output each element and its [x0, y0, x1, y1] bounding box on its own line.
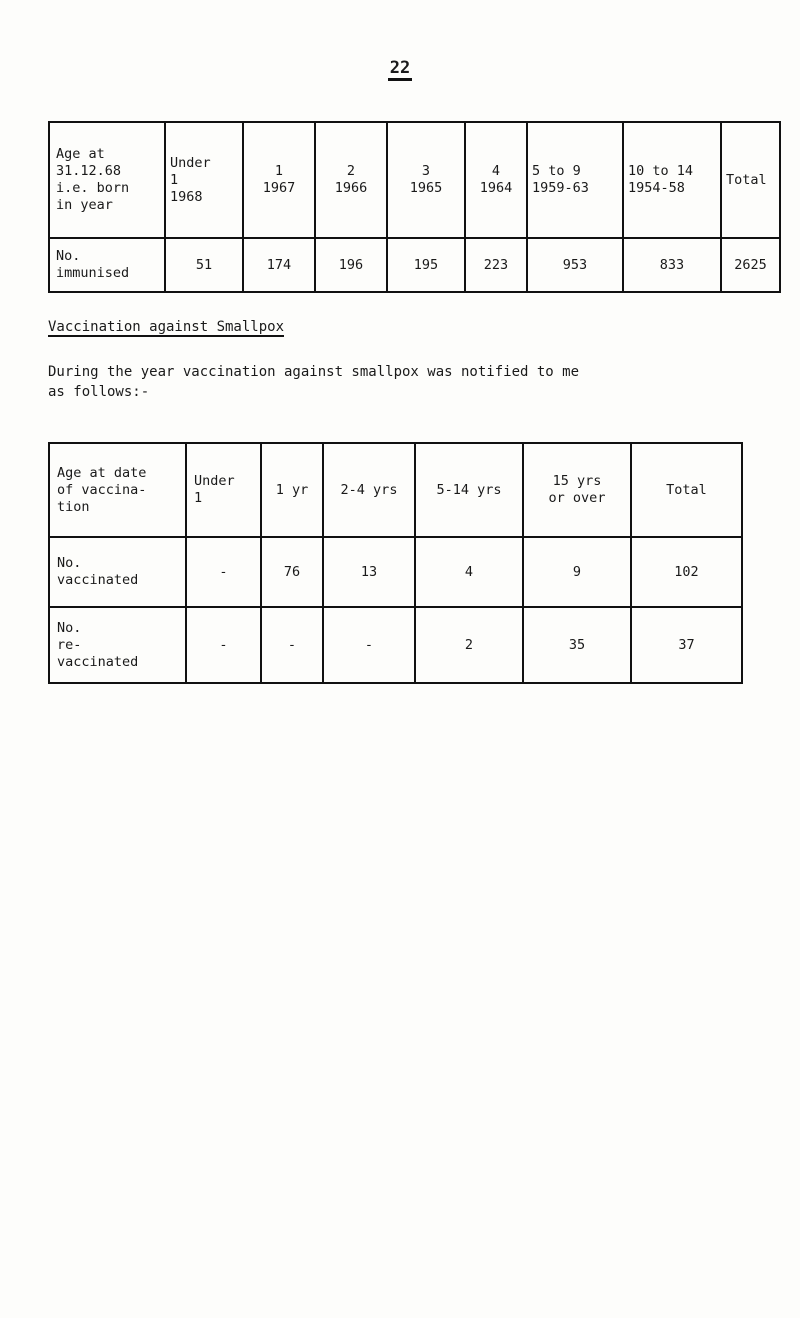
table-header-row: [49, 122, 780, 238]
page-number: 22: [0, 58, 800, 78]
table-row: [49, 537, 742, 607]
column-header: 10 to 14 1954-58: [623, 122, 721, 238]
table-cell: 2: [415, 607, 523, 683]
table-cell: 76: [261, 537, 323, 607]
row-label: No. immunised: [49, 238, 165, 292]
table-cell: 195: [387, 238, 465, 292]
column-header: Total: [631, 443, 742, 537]
table-cell: 2625: [721, 238, 780, 292]
table-cell: -: [323, 607, 415, 683]
age-header-cell: Age at 31.12.68 i.e. born in year: [49, 122, 165, 238]
table-cell: 4: [415, 537, 523, 607]
table-cell: 174: [243, 238, 315, 292]
row-label: No. vaccinated: [49, 537, 186, 607]
table-cell: -: [186, 607, 261, 683]
column-header: 15 yrs or over: [523, 443, 631, 537]
table-cell: 833: [623, 238, 721, 292]
table-cell: -: [261, 607, 323, 683]
table-cell: 51: [165, 238, 243, 292]
paragraph: During the year vaccination against smallpox was notified to me as follows:-: [48, 364, 580, 400]
table-row: [49, 238, 780, 292]
column-header: Total: [721, 122, 780, 238]
row-label: No. re- vaccinated: [49, 607, 186, 683]
table-cell: 9: [523, 537, 631, 607]
table-cell: 223: [465, 238, 527, 292]
table-cell: 37: [631, 607, 742, 683]
table-cell: 13: [323, 537, 415, 607]
table-cell: -: [186, 537, 261, 607]
table-header-row: [49, 443, 742, 537]
table-cell: 196: [315, 238, 387, 292]
immunisation-table: [48, 121, 781, 293]
column-header: Under 1: [186, 443, 261, 537]
vaccination-table: [48, 442, 743, 684]
column-header: 5 to 9 1959-63: [527, 122, 623, 238]
table-row: [49, 607, 742, 683]
column-header: 1 yr: [261, 443, 323, 537]
column-header: Under 1 1968: [165, 122, 243, 238]
section-heading: Vaccination against Smallpox: [48, 319, 285, 335]
table-cell: 953: [527, 238, 623, 292]
column-header: 2-4 yrs: [323, 443, 415, 537]
column-header: 1 1967: [243, 122, 315, 238]
column-header: 4 1964: [465, 122, 527, 238]
age-header-cell: Age at date of vaccina- tion: [49, 443, 186, 537]
column-header: 3 1965: [387, 122, 465, 238]
table-cell: 102: [631, 537, 742, 607]
column-header: 5-14 yrs: [415, 443, 523, 537]
table-cell: 35: [523, 607, 631, 683]
column-header: 2 1966: [315, 122, 387, 238]
